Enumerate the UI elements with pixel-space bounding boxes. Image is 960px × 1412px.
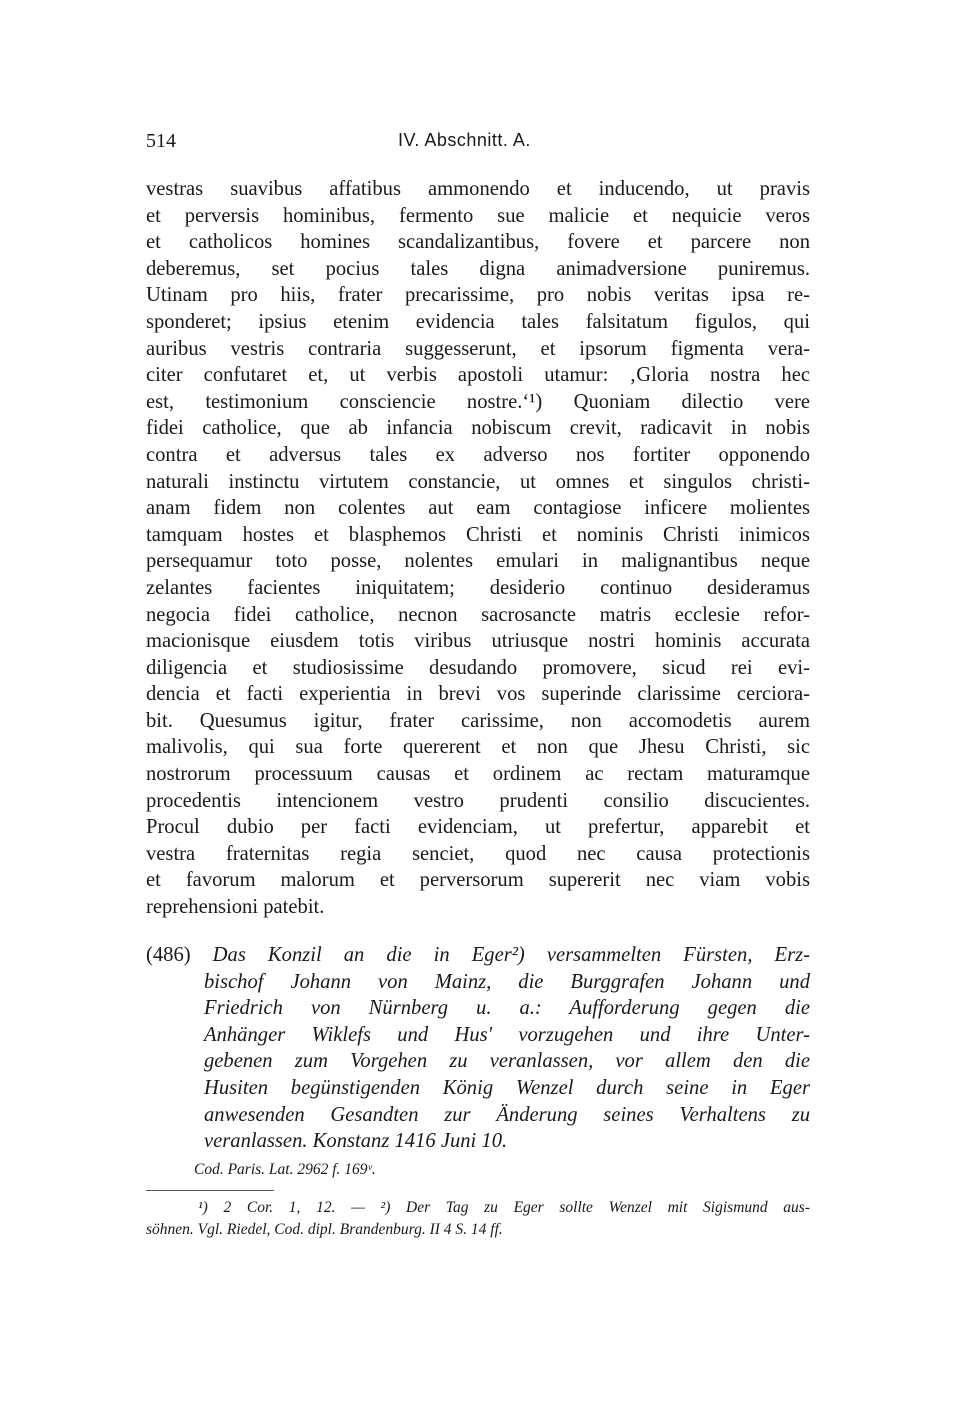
text-line: dencia et facti experientia in brevi vos superinde clarissime cerciora-: [146, 683, 810, 706]
entry-line: gebenen zum Vorgehen zu veranlassen, vor allem den die: [204, 1050, 810, 1073]
entry-title-start: Das Konzil an die in Eger²) versammelten Fürsten, Erz-: [212, 944, 810, 966]
text-line: anam fidem non colentes aut eam contagiose inficere molientes: [146, 497, 810, 520]
text-line: sponderet; ipsius etenim evidencia tales falsitatum figulos, qui: [146, 310, 810, 333]
entry-line: bischof Johann von Mainz, die Burggrafen Johann und: [204, 970, 810, 993]
text-line: vestra fraternitas regia senciet, quod nec causa protectionis: [146, 842, 810, 865]
text-line: tamquam hostes et blasphemos Christi et nominis Christi inimicos: [146, 523, 810, 546]
footnote-divider: [146, 1190, 274, 1191]
source-citation: Cod. Paris. Lat. 2962 f. 169ᵛ.: [194, 1161, 376, 1178]
text-line: nostrorum processuum causas et ordinem ac rectam maturamque: [146, 763, 810, 786]
entry-line: Anhänger Wiklefs und Hus' vorzugehen und ihre Unter-: [204, 1023, 810, 1046]
text-line: bit. Quesumus igitur, frater carissime, non accomodetis aurem: [146, 709, 810, 732]
text-line: persequamur toto posse, nolentes emulari in malignantibus neque: [146, 550, 810, 573]
text-line: Utinam pro hiis, frater precarissime, pro nobis veritas ipsa re-: [146, 284, 810, 307]
page-header: [146, 130, 810, 160]
text-line: et favorum malorum et perversorum supererit nec viam vobis: [146, 869, 810, 892]
text-line: naturali instinctu virtutem constancie, ut omnes et singulos christi-: [146, 470, 810, 493]
text-line: contra et adversus tales ex adverso nos fortiter opponendo: [146, 443, 810, 466]
text-line: diligencia et studiosissime desudando promovere, sicud rei evi-: [146, 656, 810, 679]
text-line: est, testimonium consciencie nostre.‘¹) Quoniam dilectio vere: [146, 390, 810, 413]
text-line: malivolis, qui sua forte quererent et non que Jhesu Christi, sic: [146, 736, 810, 759]
text-line: fidei catholice, que ab infancia nobiscum crevit, radicavit in nobis: [146, 417, 810, 440]
entry-heading-line: [146, 942, 810, 969]
footnote-line: söhnen. Vgl. Riedel, Cod. dipl. Brandenburg. II 4 S. 14 ff.: [146, 1221, 503, 1238]
document-entry: [146, 942, 810, 1155]
text-line: auribus vestris contraria suggesserunt, et ipsorum figmenta vera-: [146, 337, 810, 360]
text-line: procedentis intencionem vestro prudenti consilio discucientes.: [146, 789, 810, 812]
text-line: citer confutaret et, ut verbis apostoli utamur: ‚Gloria nostra hec: [146, 364, 810, 387]
entry-number: (486): [146, 944, 191, 966]
running-head: IV. Abschnitt. A.: [398, 130, 531, 150]
body-text: [146, 176, 810, 921]
text-line: zelantes facientes iniquitatem; desiderio continuo desideramus: [146, 576, 810, 599]
text-line: deberemus, set pocius tales digna animadversione puniremus.: [146, 257, 810, 280]
text-line: reprehensioni patebit.: [146, 896, 325, 919]
footnote-line: ¹) 2 Cor. 1, 12. — ²) Der Tag zu Eger sollte Wenzel mit Sigismund aus-: [198, 1199, 810, 1216]
entry-line: Friedrich von Nürnberg u. a.: Aufforderung gegen die: [204, 997, 810, 1020]
text-line: et catholicos homines scandalizantibus, fovere et parcere non: [146, 231, 810, 254]
page-number: 514: [146, 130, 176, 152]
text-line: vestras suavibus affatibus ammonendo et inducendo, ut pravis: [146, 178, 810, 200]
entry-line: Husiten begünstigenden König Wenzel durch seine in Eger: [204, 1076, 810, 1099]
text-line: macionisque eiusdem totis viribus utriusque nostri hominis accurata: [146, 630, 810, 653]
footnotes: [146, 1197, 810, 1241]
entry-line: veranlassen. Konstanz 1416 Juni 10.: [204, 1130, 508, 1153]
text-line: negocia fidei catholice, necnon sacrosancte matris ecclesie refor-: [146, 603, 810, 626]
text-line: Procul dubio per facti evidenciam, ut prefertur, apparebit et: [146, 816, 810, 839]
entry-line: anwesenden Gesandten zur Änderung seines Verhaltens zu: [204, 1103, 810, 1126]
text-line: et perversis hominibus, fermento sue malicie et nequicie veros: [146, 204, 810, 227]
